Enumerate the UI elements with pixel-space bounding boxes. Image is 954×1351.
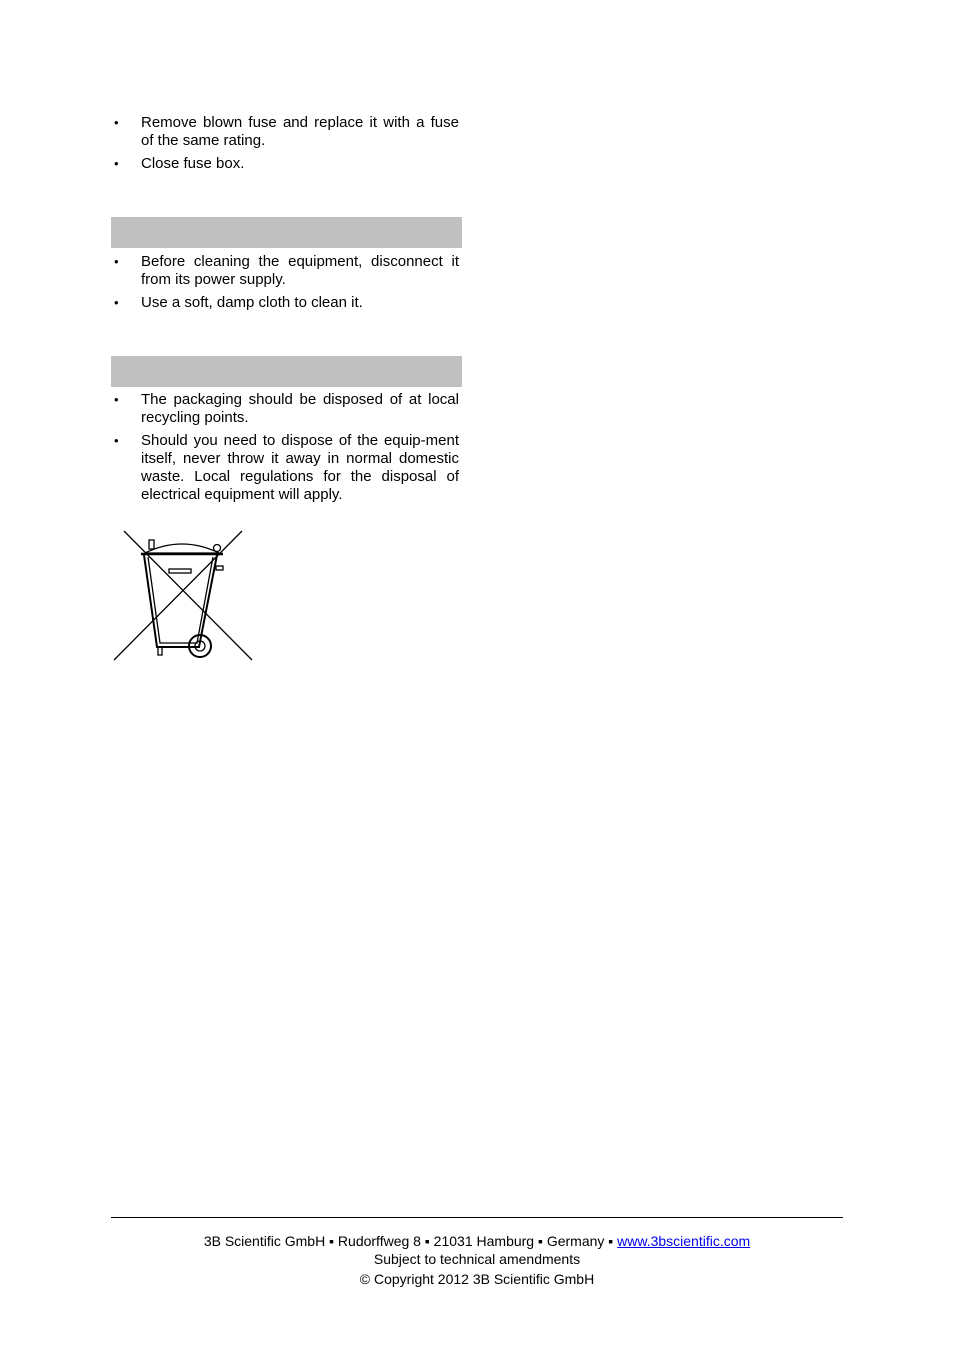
bullet-icon: •: [114, 156, 119, 171]
list-item: [111, 432, 462, 504]
footer-amendments-note: Subject to technical amendments: [373, 1251, 581, 1267]
fuse-replacement-list: [111, 114, 462, 173]
disposal-list: [111, 391, 462, 504]
list-item-text: Should you need to dispose of the equip-ment itself, never throw it away in normal domestic waste. Local regulations for the disposal of electrical equipment will apply.: [141, 432, 459, 503]
list-item: [111, 114, 462, 150]
list-item-text: Close fuse box.: [141, 155, 245, 172]
list-item-text: Remove blown fuse and replace it with a fuse of the same rating.: [141, 114, 459, 149]
fuse-replacement-list-block: [111, 114, 462, 178]
care-list: [111, 253, 462, 312]
list-item: [111, 155, 462, 173]
bullet-icon: •: [114, 115, 119, 130]
section-heading-bar-care: [111, 217, 462, 248]
list-item-text: Before cleaning the equipment, disconnect it from its power supply.: [141, 253, 459, 288]
company-website-link[interactable]: www.3bscientific.com: [617, 1233, 751, 1249]
footer-address-line: [111, 1232, 843, 1250]
list-item: [111, 391, 462, 427]
list-item-text: The packaging should be disposed of at local recycling points.: [141, 391, 459, 426]
crossed-out-wheelie-bin-icon: [111, 527, 255, 663]
bullet-icon: •: [114, 392, 119, 407]
care-list-block: [111, 253, 462, 317]
bullet-icon: •: [114, 295, 119, 310]
disposal-list-block: [111, 391, 462, 509]
list-item: [111, 294, 462, 312]
footer-address: 3B Scientific GmbH ▪ Rudorffweg 8 ▪ 21031 Hamburg ▪ Germany ▪: [203, 1233, 618, 1249]
list-item: [111, 253, 462, 289]
bullet-icon: •: [114, 254, 119, 269]
section-heading-bar-disposal: [111, 356, 462, 387]
bullet-icon: •: [114, 433, 119, 448]
footer-divider: [111, 1217, 843, 1218]
list-item-text: Use a soft, damp cloth to clean it.: [141, 294, 363, 311]
footer-copyright: © Copyright 2012 3B Scientific GmbH: [359, 1271, 595, 1287]
